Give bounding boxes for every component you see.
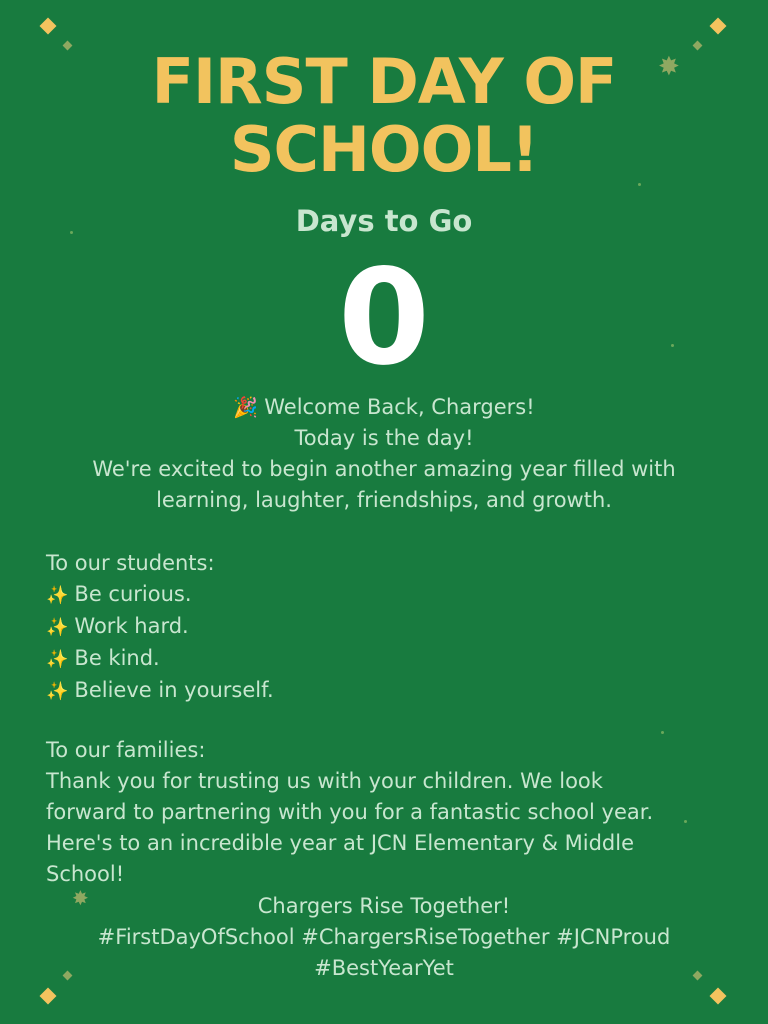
party-popper-icon: 🎉	[233, 395, 259, 419]
star-decoration: ✸	[658, 52, 680, 82]
dot-decoration	[661, 731, 664, 734]
list-item	[46, 643, 736, 675]
list-item	[46, 675, 736, 707]
sparkles-icon: ✨	[46, 585, 69, 606]
diamond-decoration	[40, 18, 57, 35]
welcome-line: We're excited to begin another amazing year filled with	[92, 457, 676, 481]
families-line: Here's to an incredible year at JCN Elementary & Middle	[46, 831, 635, 855]
list-item-label: Believe in yourself.	[74, 678, 274, 702]
closing-message	[30, 891, 738, 984]
hashtags: #BestYearYet	[314, 956, 454, 980]
welcome-line: learning, laughter, friendships, and growth.	[156, 488, 612, 512]
page-title	[0, 45, 768, 186]
list-item	[46, 611, 736, 643]
list-item-label: Be kind.	[74, 646, 160, 670]
diamond-decoration	[710, 988, 727, 1005]
families-line: forward to partnering with you for a fantastic school year.	[46, 800, 654, 824]
diamond-decoration	[710, 18, 727, 35]
welcome-message	[30, 392, 738, 516]
sparkles-icon: ✨	[46, 681, 69, 702]
diamond-decoration	[40, 988, 57, 1005]
countdown-number: 0	[338, 241, 430, 395]
star-decoration: ✸	[72, 886, 89, 910]
list-item-label: Work hard.	[74, 614, 189, 638]
families-line: School!	[46, 862, 125, 886]
students-section	[46, 548, 736, 707]
sparkles-icon: ✨	[46, 649, 69, 670]
countdown-label: Days to Go	[295, 204, 473, 238]
families-heading: To our families:	[46, 738, 206, 762]
hashtags: #FirstDayOfSchool #ChargersRiseTogether #JCNProud	[97, 925, 671, 949]
welcome-line: Welcome Back, Chargers!	[264, 395, 535, 419]
tagline: Chargers Rise Together!	[257, 894, 511, 918]
title-line: FIRST DAY OF	[151, 45, 617, 118]
students-heading: To our students:	[46, 551, 215, 575]
title-line: SCHOOL!	[229, 113, 539, 186]
list-item	[46, 579, 736, 611]
families-section	[46, 735, 736, 890]
welcome-headline	[30, 392, 738, 423]
families-line: Thank you for trusting us with your children. We look	[46, 769, 603, 793]
list-item-label: Be curious.	[74, 582, 192, 606]
welcome-line: Today is the day!	[294, 426, 474, 450]
sparkles-icon: ✨	[46, 617, 69, 638]
